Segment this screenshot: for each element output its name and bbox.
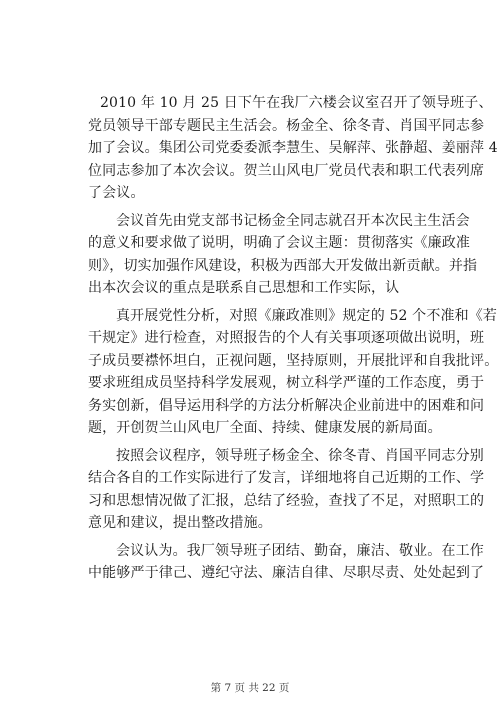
body-text <box>88 92 499 590</box>
paragraph-2 <box>88 210 478 300</box>
text-line: 了会议。 <box>88 185 145 201</box>
text-line: 真开展党性分析，对照《廉政准则》规定的 52 个不准和《若 <box>116 307 498 324</box>
text-line: 按照会议程序，领导班子杨金全、徐冬青、肖国平同志分别 <box>116 447 484 464</box>
text-line: 题，开创贺兰山风电厂全面、持续、健康发展的新局面。 <box>88 420 442 436</box>
text-line: 要求班组成员坚持科学发展观，树立科学严谨的工作态度，勇于 <box>88 375 485 391</box>
paragraph-1 <box>88 92 498 205</box>
paragraph-4 <box>88 445 485 535</box>
text-line: 位同志参加了本次会议。贺兰山风电厂党员代表和职工代表列席 <box>88 162 485 179</box>
text-line: 中能够严于律己、遵纪守法、廉洁自律、尽职尽责、处处起到了 <box>88 565 485 581</box>
text-line: 会议首先由党支部书记杨金全同志就召开本次民主生活会 <box>116 212 470 229</box>
text-line: 加了会议。集团公司党委委派李慧生、吴解萍、张静超、姜丽萍 4 <box>88 140 498 156</box>
text-line: 意见和建议，提出整改措施。 <box>88 515 272 531</box>
text-line: 则》，切实加强作风建设，积极为西部大开发做出新贡献。并指 <box>88 257 478 274</box>
text-line: 出本次会议的重点是联系自己思想和工作实际，认 <box>88 280 400 296</box>
text-line: 务实创新，倡导运用科学的方法分析解决企业前进中的困难和问 <box>88 397 485 414</box>
text-line: 2010 年 10 月 25 日下午在我厂六楼会议室召开了领导班子、 <box>100 95 493 111</box>
paragraph-5 <box>88 540 485 585</box>
text-line: 子成员要襟怀坦白，正视问题，坚持原则，开展批评和自我批评。 <box>88 352 499 369</box>
text-line: 结合各自的工作实际进行了发言，详细地将自己近期的工作、学 <box>88 470 485 486</box>
text-line: 干规定》进行检查，对照报告的个人有关事项逐项做出说明，班 <box>88 330 485 346</box>
paragraph-3 <box>88 305 499 440</box>
text-line: 会议认为。我厂领导班子团结、勤奋，廉洁、敬业。在工作 <box>116 542 484 559</box>
page-number-footer: 第 7 页 共 22 页 <box>210 682 290 694</box>
text-line: 习和思想情况做了汇报，总结了经验，查找了不足，对照职工的 <box>88 492 485 509</box>
text-line: 的意义和要求做了说明，明确了会议主题：贯彻落实《廉政准 <box>88 235 471 251</box>
text-line: 党员领导干部专题民主生活会。杨金全、徐冬青、肖国平同志参 <box>88 117 485 134</box>
